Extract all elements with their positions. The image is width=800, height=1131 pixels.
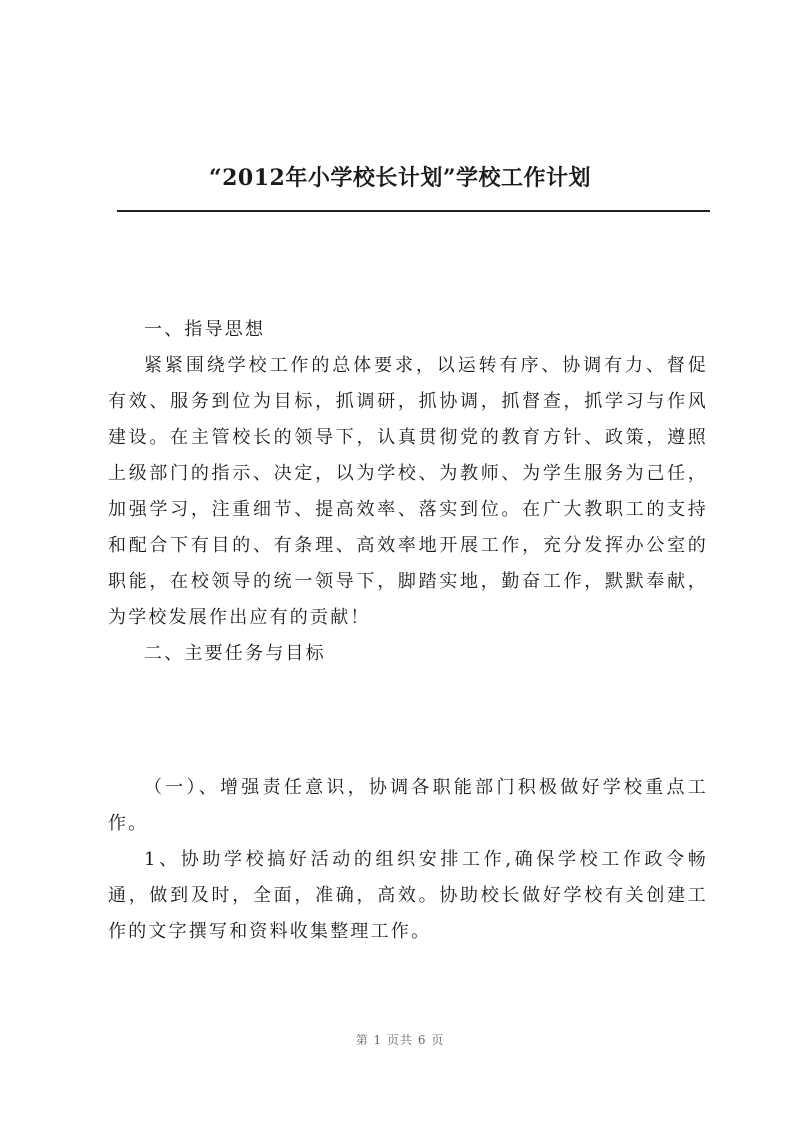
section1-paragraph: 紧紧围绕学校工作的总体要求，以运转有序、协调有力、督促有效、服务到位为目标，抓调研，抓协调，抓督查，抓学习与作风建设。在主管校长的领导下，认真贯彻党的教育方针、政策，遵照上级部门的指示、决定，以为学校、为教师、为学生服务为己任，加强学习，注重细节、提高效率、落实到位。在广大教职工的支持和配合下有目的、有条理、高效率地开展工作，充分发挥办公室的职能，在校领导的统一领导下，脚踏实地，勤奋工作，默默奉献，为学校发展作出应有的贡献！ xyxy=(108,355,708,628)
subsection1-heading: （一）、增强责任意识，协调各职能部门积极做好学校重点工作。 xyxy=(108,777,708,834)
page-number-footer: 第 1 页共 6 页 xyxy=(355,1033,445,1047)
document-body-bottom xyxy=(108,770,708,950)
item1-paragraph: 1、协助学校搞好活动的组织安排工作,确保学校工作政令畅通，做到及时，全面，准确，高效。协助校长做好学校有关创建工作的文字撰写和资料收集整理工作。 xyxy=(108,849,708,942)
document-body-top xyxy=(108,312,708,672)
section2-heading: 二、主要任务与目标 xyxy=(144,643,326,664)
section1-heading: 一、指导思想 xyxy=(144,319,266,340)
title-divider xyxy=(117,210,710,212)
document-title: “2012年小学校长计划”学校工作计划 xyxy=(208,165,592,191)
